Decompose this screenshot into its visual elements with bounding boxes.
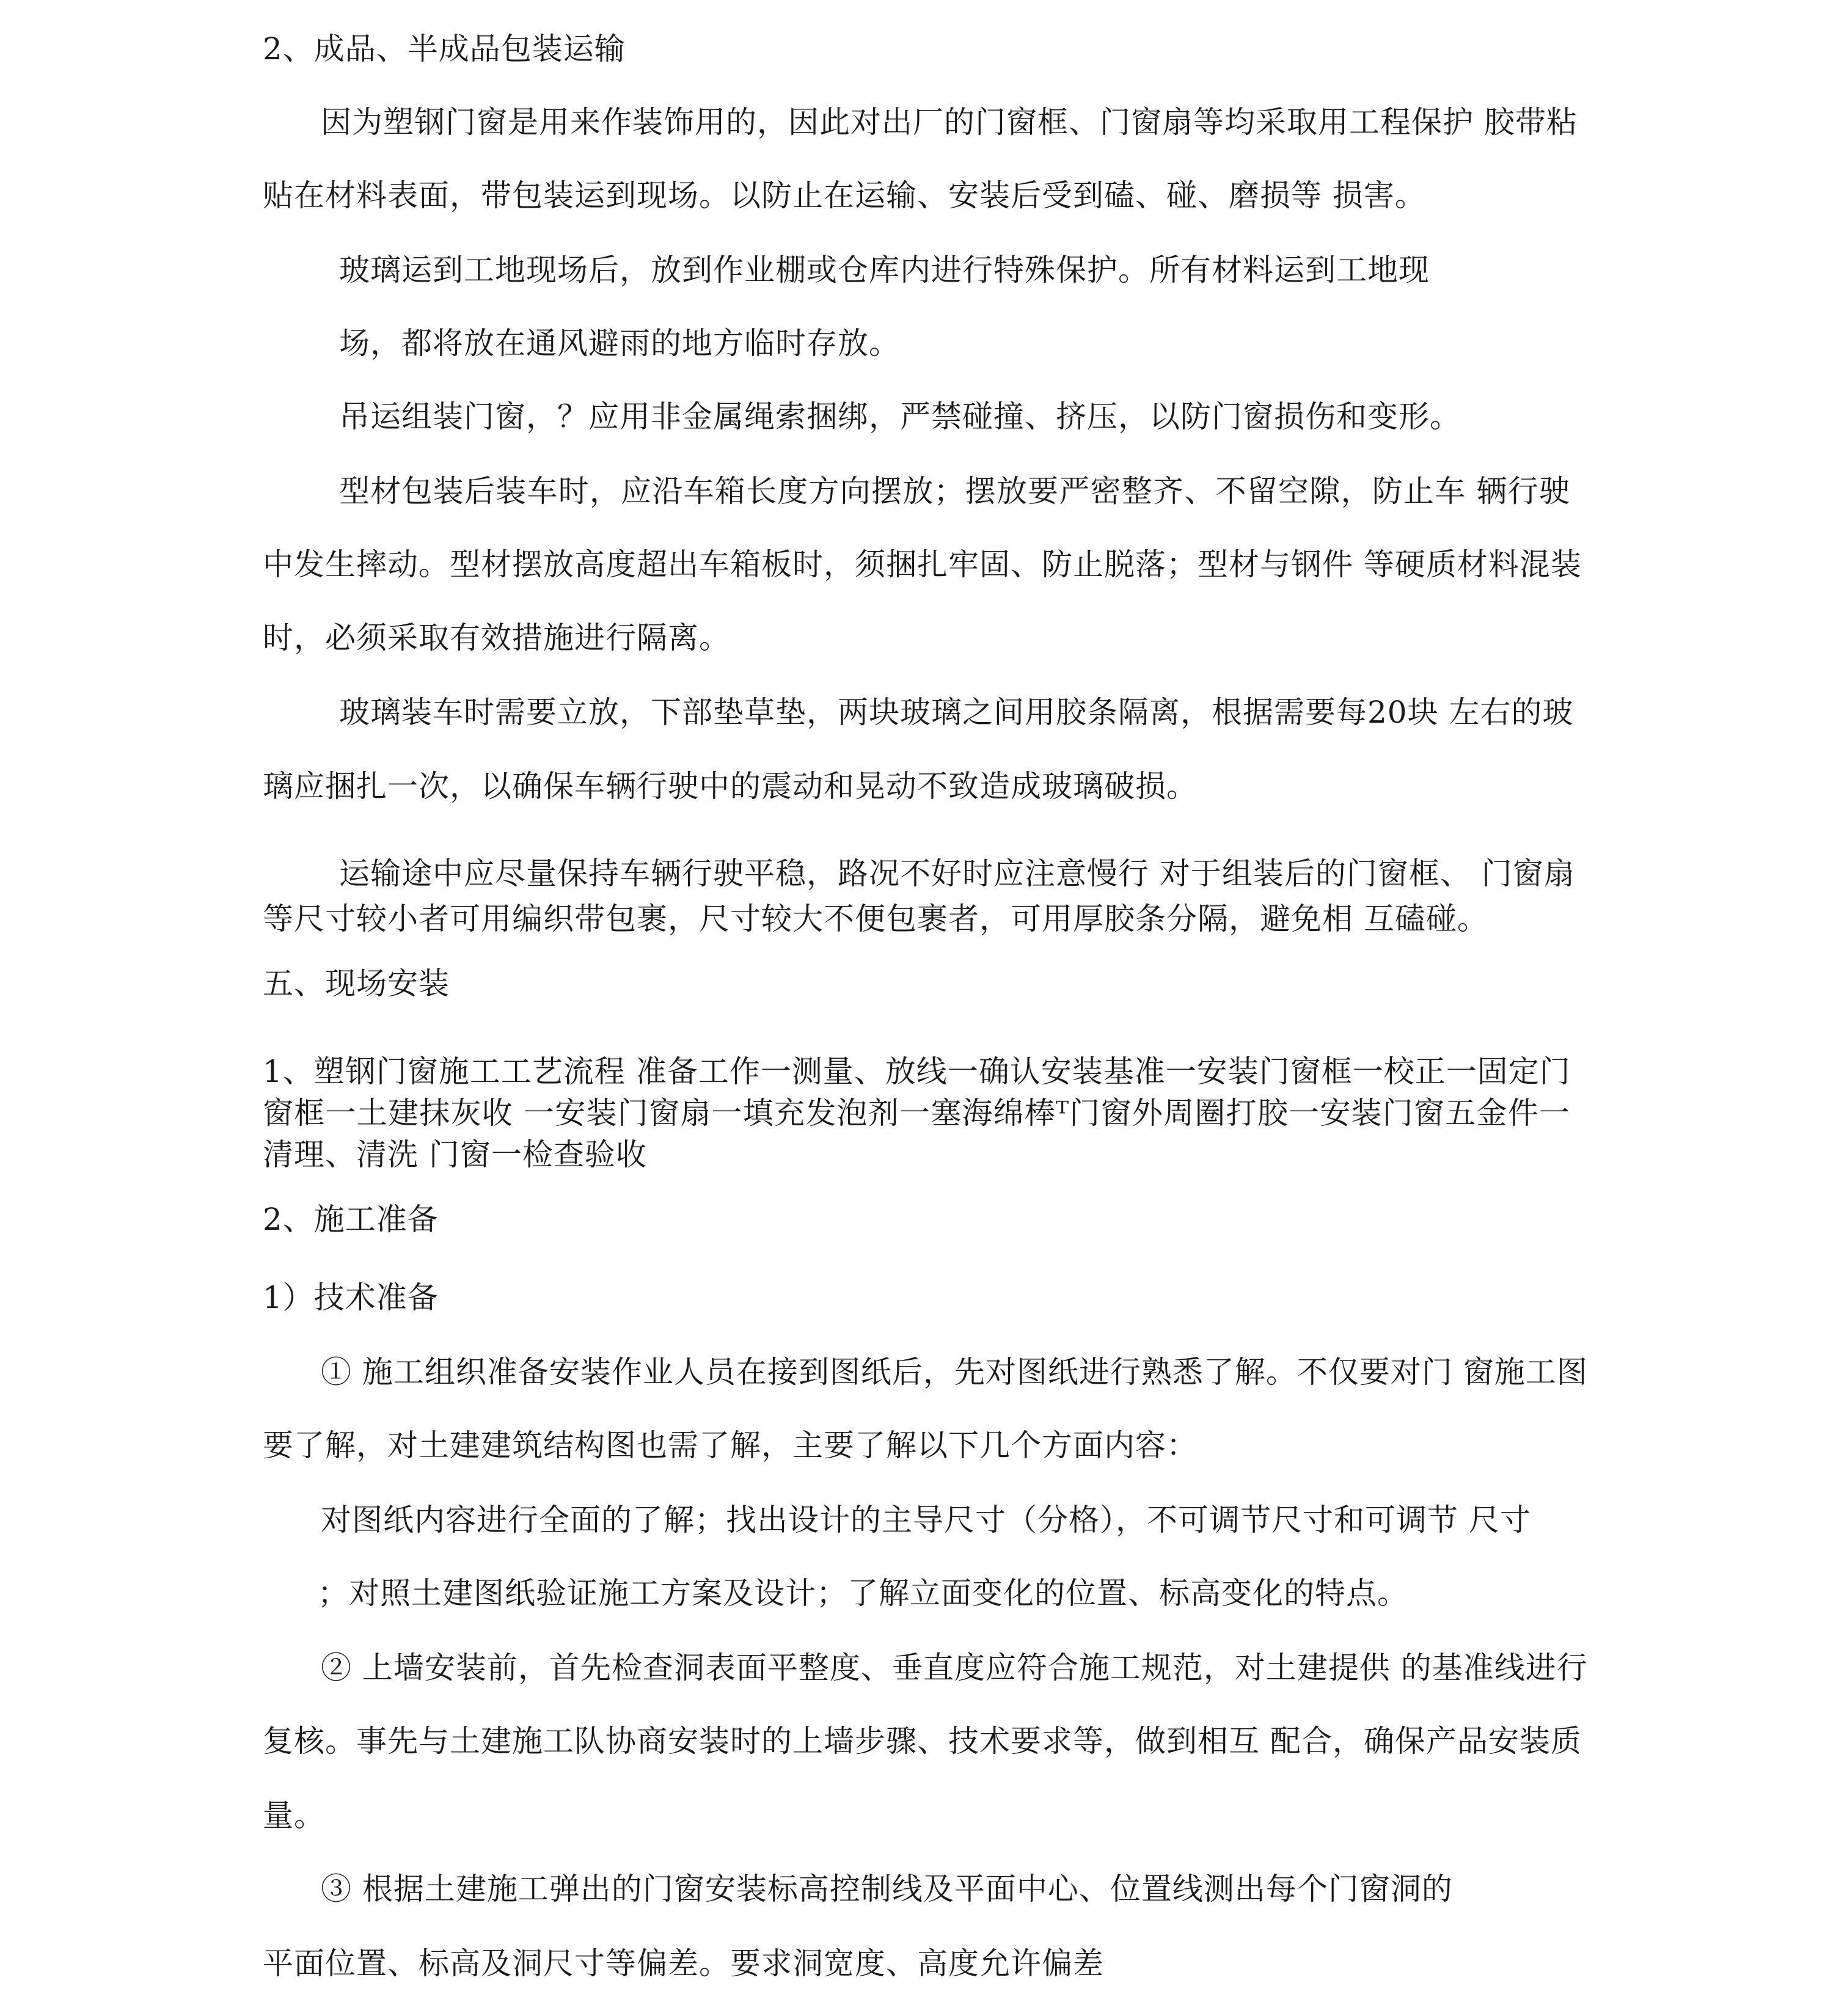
- paragraph-line: ② 上墙安装前，首先检查洞表面平整度、垂直度应符合施工规范，对土建提供 的基准线进行: [321, 1650, 1588, 1685]
- paragraph-line: 清理、清洗 门窗一检查验收: [263, 1137, 647, 1172]
- paragraph-line: 玻璃装车时需要立放，下部垫草垫，两块玻璃之间用胶条隔离，根据需要每20块 左右的玻: [339, 695, 1574, 730]
- section-heading: 2、成品、半成品包装运输: [263, 31, 626, 67]
- paragraph-line: 吊运组装门窗，？应用非金属绳索捆绑，严禁碰撞、挤压，以防门窗损伤和变形。: [339, 399, 1461, 434]
- paragraph-line: 中发生摔动。型材摆放高度超出车箱板时，须捆扎牢固、防止脱落；型材与钢件 等硬质材料混装: [263, 547, 1582, 582]
- paragraph-line: 复核。事先与土建施工队协商安装时的上墙步骤、技术要求等，做到相互 配合，确保产品安装质: [263, 1723, 1582, 1759]
- paragraph-line: 型材包装后装车时，应沿车箱长度方向摆放；摆放要严密整齐、不留空隙，防止车 辆行驶: [339, 473, 1570, 509]
- paragraph-line: ；对照土建图纸验证施工方案及设计；了解立面变化的位置、标高变化的特点。: [318, 1576, 1408, 1611]
- paragraph-line: ③ 根据土建施工弹出的门窗安装标高控制线及平面中心、位置线测出每个门窗洞的: [321, 1871, 1453, 1907]
- paragraph-line: 对图纸内容进行全面的了解；找出设计的主导尺寸（分格），不可调节尺寸和可调节 尺寸: [321, 1502, 1531, 1538]
- paragraph-line: 等尺寸较小者可用编织带包裹，尺寸较大不便包裹者，可用厚胶条分隔，避免相 互磕碰。: [263, 901, 1488, 937]
- paragraph-line: 1、塑钢门窗施工工艺流程 准备工作一测量、放线一确认安装基准一安装门窗框一校正一固定门: [263, 1054, 1571, 1089]
- subsection-heading: 1）技术准备: [263, 1280, 439, 1315]
- paragraph-line: 运输途中应尽量保持车辆行驶平稳，路况不好时应注意慢行 对于组装后的门窗框、 门窗扇: [339, 856, 1575, 891]
- paragraph-line: 场，都将放在通风避雨的地方临时存放。: [339, 326, 900, 361]
- section-heading: 五、现场安装: [263, 966, 450, 1001]
- paragraph-line: 玻璃运到工地现场后，放到作业棚或仓库内进行特殊保护。所有材料运到工地现: [339, 252, 1430, 288]
- paragraph-line: 贴在材料表面，带包装运到现场。以防止在运输、安装后受到磕、碰、磨损等 损害。: [263, 178, 1426, 213]
- paragraph-line: 量。: [263, 1798, 325, 1833]
- paragraph-line: ① 施工组织准备安装作业人员在接到图纸后，先对图纸进行熟悉了解。不仅要对门 窗施工图: [321, 1354, 1588, 1390]
- paragraph-line: 窗框一土建抹灰收 一安装门窗扇一填充发泡剂一塞海绵棒ᵀ门窗外周圈打胶一安装门窗五金件一: [263, 1095, 1570, 1131]
- paragraph-line: 平面位置、标高及洞尺寸等偏差。要求洞宽度、高度允许偏差: [263, 1946, 1104, 1981]
- paragraph-line: 时，必须采取有效措施进行隔离。: [263, 620, 730, 656]
- paragraph-line: 因为塑钢门窗是用来作装饰用的，因此对出厂的门窗框、门窗扇等均采取用工程保护 胶带粘: [321, 104, 1578, 140]
- paragraph-line: 要了解，对土建建筑结构图也需了解，主要了解以下几个方面内容：: [263, 1428, 1198, 1463]
- subsection-heading: 2、施工准备: [263, 1202, 439, 1237]
- paragraph-line: 璃应捆扎一次，以确保车辆行驶中的震动和晃动不致造成玻璃破损。: [263, 769, 1198, 804]
